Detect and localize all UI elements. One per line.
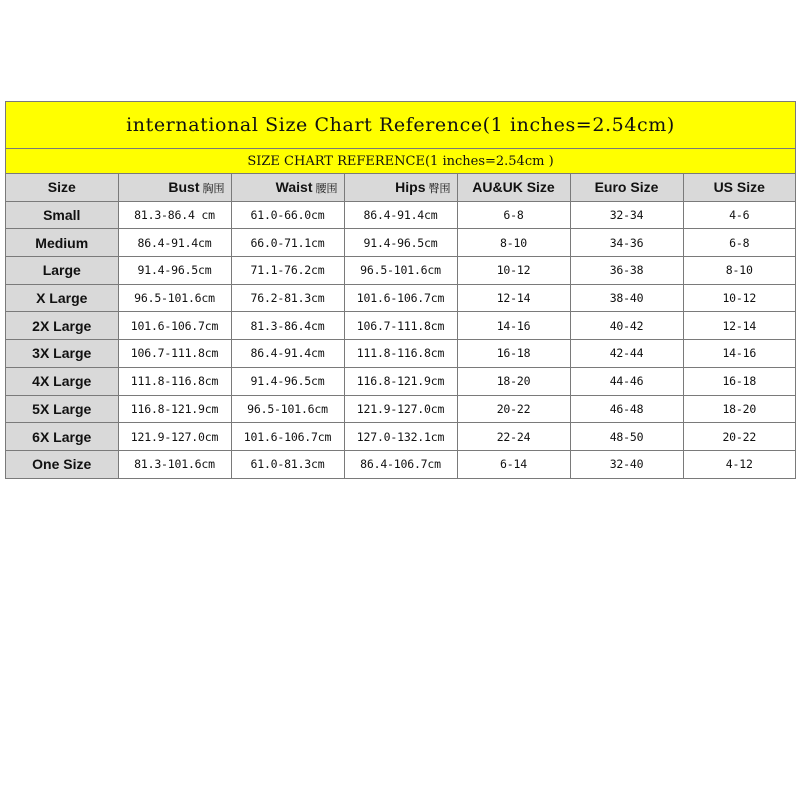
cell-au-uk-size: 8-10 [457, 229, 570, 257]
cell-euro-size: 44-46 [570, 367, 683, 395]
cell-au-uk-size: 20-22 [457, 395, 570, 423]
cell-us-size: 6-8 [683, 229, 795, 257]
cell-us-size: 10-12 [683, 284, 795, 312]
cell-hips: 91.4-96.5cm [344, 229, 457, 257]
table-row [6, 257, 795, 285]
cell-waist: 86.4-91.4cm [231, 340, 344, 368]
cell-us-size: 16-18 [683, 367, 795, 395]
cell-hips: 86.4-106.7cm [344, 450, 457, 477]
table-row [6, 340, 795, 368]
cell-waist: 76.2-81.3cm [231, 284, 344, 312]
header-waist: Waist 腰围 [231, 174, 344, 201]
header-size: Size [6, 174, 118, 201]
cell-euro-size: 36-38 [570, 257, 683, 285]
cell-us-size: 4-6 [683, 201, 795, 229]
cell-euro-size: 40-42 [570, 312, 683, 340]
cell-size: X Large [6, 284, 118, 312]
cell-hips: 111.8-116.8cm [344, 340, 457, 368]
table-row [6, 367, 795, 395]
cell-bust: 86.4-91.4cm [118, 229, 231, 257]
cell-hips: 106.7-111.8cm [344, 312, 457, 340]
cell-us-size: 4-12 [683, 450, 795, 477]
cell-bust: 106.7-111.8cm [118, 340, 231, 368]
cell-au-uk-size: 22-24 [457, 423, 570, 451]
cell-us-size: 8-10 [683, 257, 795, 285]
cell-waist: 96.5-101.6cm [231, 395, 344, 423]
table-row [6, 229, 795, 257]
cell-bust: 81.3-101.6cm [118, 450, 231, 477]
cell-waist: 71.1-76.2cm [231, 257, 344, 285]
cell-us-size: 14-16 [683, 340, 795, 368]
table-row [6, 312, 795, 340]
cell-size: Large [6, 257, 118, 285]
cell-euro-size: 48-50 [570, 423, 683, 451]
header-us-size: US Size [683, 174, 795, 201]
cell-bust: 121.9-127.0cm [118, 423, 231, 451]
cell-bust: 101.6-106.7cm [118, 312, 231, 340]
cell-size: 5X Large [6, 395, 118, 423]
cell-waist: 91.4-96.5cm [231, 367, 344, 395]
cell-au-uk-size: 18-20 [457, 367, 570, 395]
table-row [6, 201, 795, 229]
table-row [6, 284, 795, 312]
cell-waist: 61.0-81.3cm [231, 450, 344, 477]
cell-euro-size: 32-40 [570, 450, 683, 477]
cell-au-uk-size: 14-16 [457, 312, 570, 340]
cell-size: Small [6, 201, 118, 229]
cell-bust: 81.3-86.4 cm [118, 201, 231, 229]
cell-hips: 96.5-101.6cm [344, 257, 457, 285]
cell-waist: 61.0-66.0cm [231, 201, 344, 229]
cell-euro-size: 38-40 [570, 284, 683, 312]
cell-size: 2X Large [6, 312, 118, 340]
cell-waist: 66.0-71.1cm [231, 229, 344, 257]
header-euro-size: Euro Size [570, 174, 683, 201]
cell-euro-size: 42-44 [570, 340, 683, 368]
cell-euro-size: 32-34 [570, 201, 683, 229]
cell-bust: 91.4-96.5cm [118, 257, 231, 285]
chart-subtitle: SIZE CHART REFERENCE(1 inches=2.54cm ) [6, 149, 795, 174]
header-hips: Hips 臀围 [344, 174, 457, 201]
header-au-uk-size: AU&UK Size [457, 174, 570, 201]
cell-hips: 86.4-91.4cm [344, 201, 457, 229]
header-row [6, 174, 795, 201]
cell-size: 3X Large [6, 340, 118, 368]
cell-bust: 116.8-121.9cm [118, 395, 231, 423]
cell-au-uk-size: 6-8 [457, 201, 570, 229]
chart-title: international Size Chart Reference(1 inches=2.54cm) [6, 102, 795, 149]
header-bust: Bust 胸围 [118, 174, 231, 201]
cell-euro-size: 46-48 [570, 395, 683, 423]
cell-waist: 81.3-86.4cm [231, 312, 344, 340]
cell-size: Medium [6, 229, 118, 257]
cell-waist: 101.6-106.7cm [231, 423, 344, 451]
cell-bust: 111.8-116.8cm [118, 367, 231, 395]
cell-hips: 101.6-106.7cm [344, 284, 457, 312]
cell-bust: 96.5-101.6cm [118, 284, 231, 312]
cell-au-uk-size: 16-18 [457, 340, 570, 368]
cell-hips: 116.8-121.9cm [344, 367, 457, 395]
table-row [6, 423, 795, 451]
cell-size: One Size [6, 450, 118, 477]
table-row [6, 395, 795, 423]
cell-au-uk-size: 12-14 [457, 284, 570, 312]
size-chart [5, 101, 796, 479]
cell-size: 4X Large [6, 367, 118, 395]
cell-au-uk-size: 6-14 [457, 450, 570, 477]
cell-hips: 127.0-132.1cm [344, 423, 457, 451]
cell-hips: 121.9-127.0cm [344, 395, 457, 423]
cell-euro-size: 34-36 [570, 229, 683, 257]
cell-au-uk-size: 10-12 [457, 257, 570, 285]
cell-size: 6X Large [6, 423, 118, 451]
cell-us-size: 18-20 [683, 395, 795, 423]
size-table [6, 174, 795, 478]
table-row [6, 450, 795, 477]
cell-us-size: 20-22 [683, 423, 795, 451]
table-body [6, 201, 795, 477]
cell-us-size: 12-14 [683, 312, 795, 340]
